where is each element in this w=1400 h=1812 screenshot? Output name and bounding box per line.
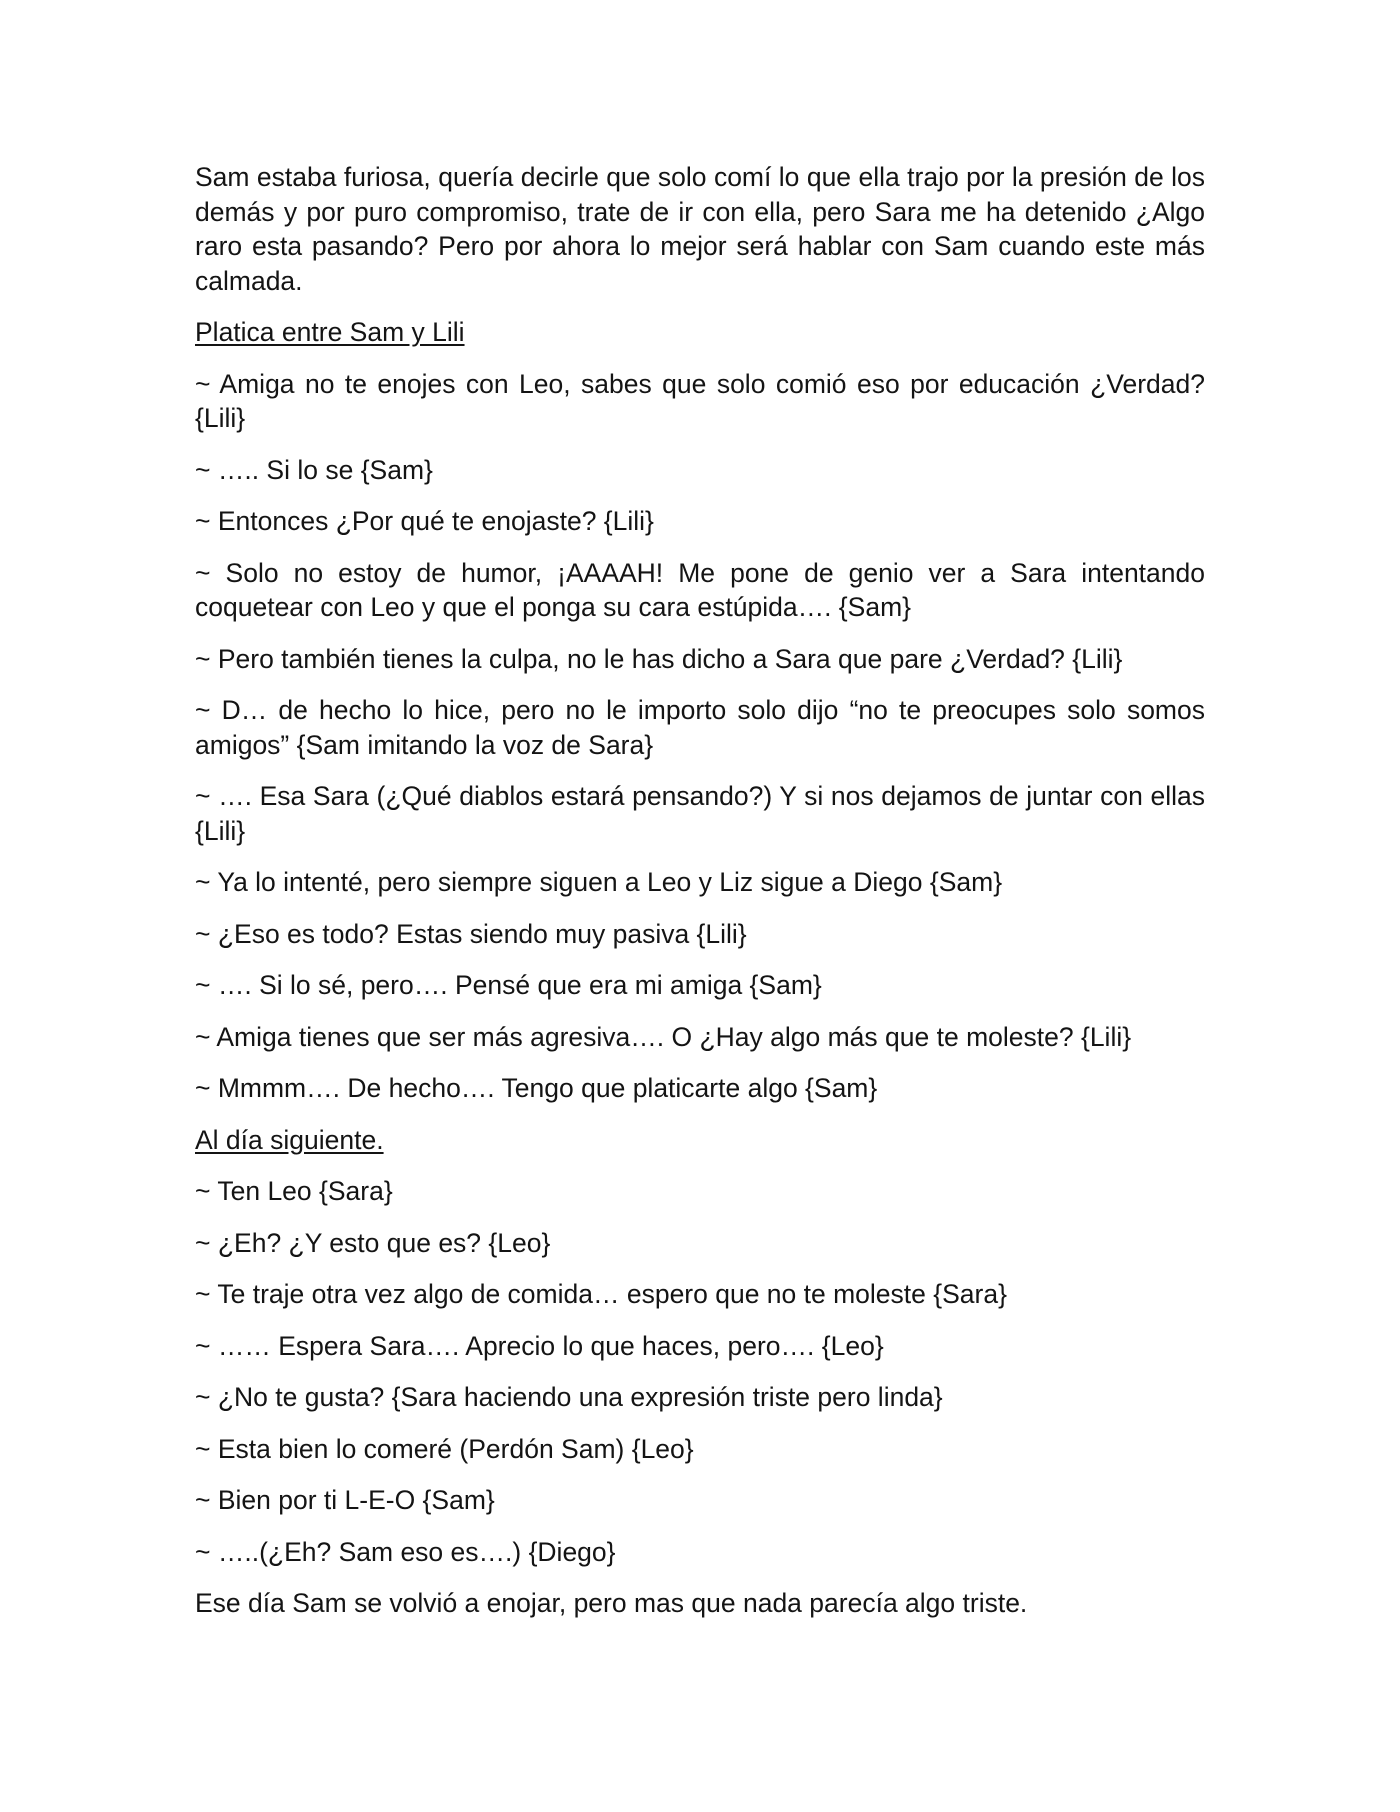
dialogue-line: ~ Amiga no te enojes con Leo, sabes que solo comió eso por educación ¿Verdad? {Lili} xyxy=(195,368,1205,433)
dialogue-line: ~ ¿No te gusta? {Sara haciendo una expresión triste pero linda} xyxy=(195,1382,943,1412)
dialogue-line: ~ ….. Si lo se {Sam} xyxy=(195,454,433,485)
dialogue-line: ~ Amiga tienes que ser más agresiva…. O ¿Hay algo más que te moleste? {Lili} xyxy=(195,1021,1132,1052)
dialogue-line: ~ Entonces ¿Por qué te enojaste? {Lili} xyxy=(195,506,654,536)
dialogue-line: ~ …. Si lo sé, pero…. Pensé que era mi amiga {Sam} xyxy=(195,970,822,1000)
dialogue-line: ~ Pero también tienes la culpa, no le has dicho a Sara que pare ¿Verdad? {Lili} xyxy=(195,643,1123,674)
dialogue-line: ~ Esta bien lo comeré (Perdón Sam) {Leo} xyxy=(195,1433,694,1464)
dialogue-line: ~ …… Espera Sara…. Aprecio lo que haces, pero…. {Leo} xyxy=(195,1330,884,1361)
closing-paragraph: Ese día Sam se volvió a enojar, pero mas que nada parecía algo triste. xyxy=(195,1588,1028,1618)
dialogue-line: ~ Solo no estoy de humor, ¡AAAAH! Me pone de genio ver a Sara intentando coquetear con Leo y que el ponga su cara estúpida…. {Sam} xyxy=(195,557,1205,622)
dialogue-line: ~ Ten Leo {Sara} xyxy=(195,1176,393,1206)
dialogue-line: ~ ¿Eso es todo? Estas siendo muy pasiva {Lili} xyxy=(195,918,747,949)
dialogue-line: ~ Ya lo intenté, pero siempre siguen a Leo y Liz sigue a Diego {Sam} xyxy=(195,867,1003,897)
dialogue-line: ~ Bien por ti L-E-O {Sam} xyxy=(195,1485,495,1515)
section-heading-platica: Platica entre Sam y Lili xyxy=(195,317,465,347)
dialogue-line: ~ …..(¿Eh? Sam eso es….) {Diego} xyxy=(195,1536,616,1567)
dialogue-line: ~ D… de hecho lo hice, pero no le importo solo dijo “no te preocupes solo somos amigos” {Sam imitando la voz de Sara} xyxy=(195,695,1205,760)
dialogue-line: ~ Mmmm…. De hecho…. Tengo que platicarte algo {Sam} xyxy=(195,1073,878,1103)
section-heading-dia-siguiente: Al día siguiente. xyxy=(195,1124,384,1155)
dialogue-line: ~ …. Esa Sara (¿Qué diablos estará pensando?) Y si nos dejamos de juntar con ellas {Lili} xyxy=(195,781,1205,846)
dialogue-line: ~ ¿Eh? ¿Y esto que es? {Leo} xyxy=(195,1227,551,1258)
dialogue-line: ~ Te traje otra vez algo de comida… espero que no te moleste {Sara} xyxy=(195,1279,1007,1309)
intro-paragraph: Sam estaba furiosa, quería decirle que solo comí lo que ella trajo por la presión de los demás y por puro compromiso, trate de ir con ella, pero Sara me ha detenido ¿Algo raro esta pasando? Pero por ahora lo mejor será hablar con Sam cuando este más calmada. xyxy=(195,162,1205,296)
document-page xyxy=(195,160,1205,1621)
